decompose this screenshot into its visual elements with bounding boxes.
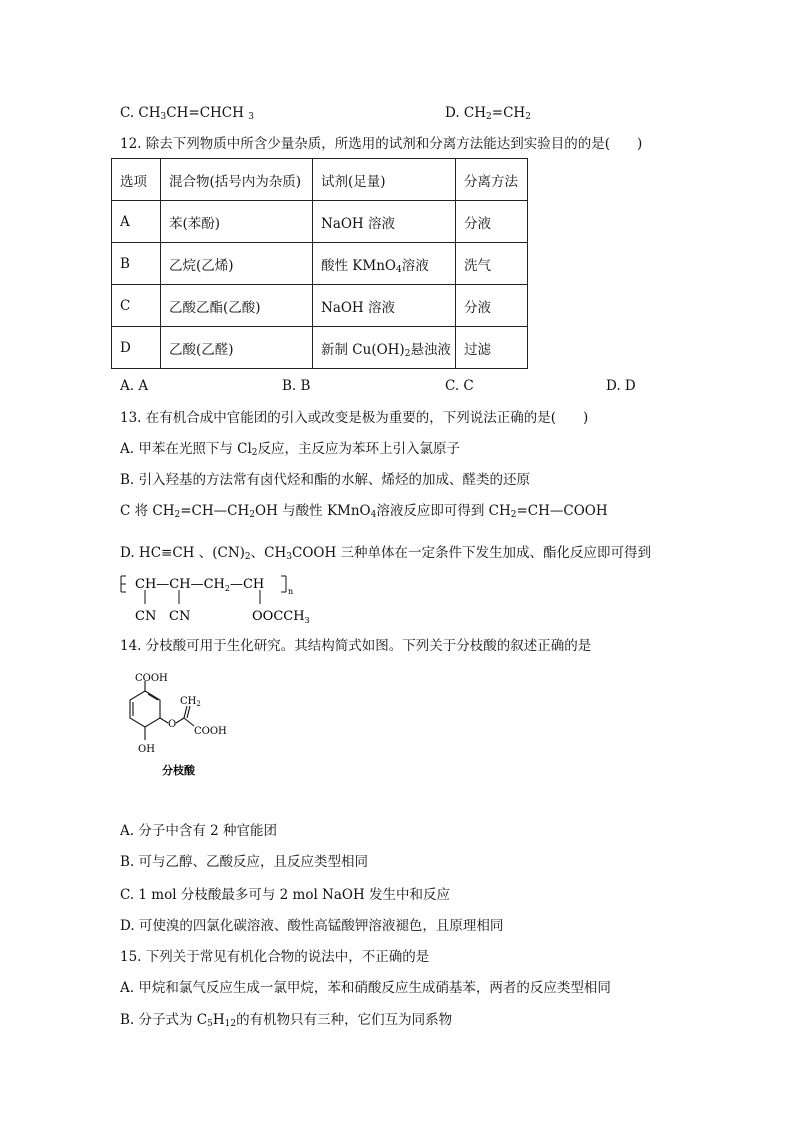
method-cell: 洗气 bbox=[456, 243, 528, 285]
method-cell: 过滤 bbox=[456, 327, 528, 369]
polymer-ester-group: $OOCCH_3$ bbox=[252, 609, 310, 625]
q13-stem: 13. 在有机合成中官能团的引入或改变是极为重要的，下列说法正确的是( ) bbox=[120, 410, 589, 426]
option-cell: B bbox=[112, 243, 161, 285]
cooh-top-label: COOH bbox=[135, 673, 168, 684]
polymer-structure bbox=[118, 570, 318, 626]
chorismic-acid-structure bbox=[118, 668, 258, 783]
ether-o-label: O bbox=[168, 719, 177, 730]
oh-label: OH bbox=[138, 744, 155, 755]
table-row bbox=[112, 243, 528, 285]
reagent-cell: 酸性 KMnO$_4$溶液 bbox=[313, 243, 456, 285]
q13-option-b: B. 引入羟基的方法常有卤代烃和酯的水解、烯烃的加成、醛类的还原 bbox=[120, 472, 531, 488]
bond-c-ch2-a bbox=[184, 706, 187, 718]
table-header-row bbox=[112, 159, 528, 201]
polymer-bracket-right bbox=[281, 576, 286, 592]
bond-o-c bbox=[176, 718, 184, 723]
polymer-cn-1: CN bbox=[135, 609, 157, 624]
q13-option-a: A. 甲苯在光照下与 $Cl_2$反应，主反应为苯环上引入氯原子 bbox=[120, 441, 461, 458]
q11-option-d: D. $CH_2=CH_2$ bbox=[445, 105, 531, 122]
q14-stem: 14. 分枝酸可用于生化研究。其结构简式如图。下列关于分枝酸的叙述正确的是 bbox=[120, 638, 592, 654]
cooh-side-label: COOH bbox=[194, 726, 227, 737]
option-cell: A bbox=[112, 201, 161, 243]
header-cell: 分离方法 bbox=[456, 159, 528, 201]
q14-option-a: A. 分子中含有 2 种官能团 bbox=[120, 823, 278, 839]
reagent-cell: NaOH 溶液 bbox=[313, 285, 456, 327]
table-row bbox=[112, 285, 528, 327]
structure-caption: 分枝酸 bbox=[162, 764, 195, 777]
q12-answer-c: C. C bbox=[445, 378, 474, 394]
mixture-cell: 苯(苯酚) bbox=[161, 201, 313, 243]
q14-option-c: C. 1 mol 分枝酸最多可与 2 mol NaOH 发生中和反应 bbox=[120, 887, 451, 903]
q14-option-b: B. 可与乙醇、乙酸反应，且反应类型相同 bbox=[120, 854, 369, 870]
q15-option-b: B. 分子式为 $C_5H_{12}$的有机物只有三种，它们互为同系物 bbox=[120, 1012, 453, 1029]
q15-option-a: A. 甲烷和氯气反应生成一氯甲烷，苯和硝酸反应生成硝基苯，两者的反应类型相同 bbox=[120, 980, 611, 996]
q15-stem: 15. 下列关于常见有机化合物的说法中，不正确的是 bbox=[120, 949, 430, 965]
q14-option-d: D. 可使溴的四氯化碳溶液、酸性高锰酸钾溶液褪色，且原理相同 bbox=[120, 918, 504, 934]
reagent-cell: NaOH 溶液 bbox=[313, 201, 456, 243]
mixture-cell: 乙烷(乙烯) bbox=[161, 243, 313, 285]
q12-table bbox=[111, 158, 528, 369]
table-row bbox=[112, 327, 528, 369]
ch2-label: $CH_2$ bbox=[180, 696, 201, 708]
method-cell: 分液 bbox=[456, 201, 528, 243]
header-cell: 试剂(足量) bbox=[313, 159, 456, 201]
q12-answer-d: D. D bbox=[606, 378, 636, 394]
header-cell: 选项 bbox=[112, 159, 161, 201]
q11-option-c: C. $CH_3CH=CHCH$ $_3$ bbox=[120, 105, 254, 122]
polymer-repeat-n: n bbox=[288, 587, 294, 596]
q12-stem: 12. 除去下列物质中所含少量杂质，所选用的试剂和分离方法能达到实验目的的是( ) bbox=[120, 136, 643, 152]
q13-option-d: D. HC≡CH 、$(CN)_2$、$CH_3COOH$ 三种单体在一定条件下发生加成、酯化反应即可得到 bbox=[120, 545, 652, 562]
bond-c-cooh bbox=[184, 718, 194, 726]
option-cell: C bbox=[112, 285, 161, 327]
header-cell: 混合物(括号内为杂质) bbox=[161, 159, 313, 201]
polymer-cn-2: CN bbox=[169, 609, 191, 624]
option-cell: D bbox=[112, 327, 161, 369]
mixture-cell: 乙酸(乙醛) bbox=[161, 327, 313, 369]
bond-ring-o bbox=[160, 718, 168, 723]
q13-option-c: C 将 $CH_2=CH—CH_2OH$ 与酸性 KMnO$_4$溶液反应即可得到 $CH_2=CH—COOH$ bbox=[120, 503, 608, 520]
method-cell: 分液 bbox=[456, 285, 528, 327]
table-row bbox=[112, 201, 528, 243]
ring-hexagon bbox=[130, 691, 160, 727]
reagent-cell: 新制 $Cu(OH)_2$悬浊液 bbox=[313, 327, 456, 369]
q12-answer-a: A. A bbox=[120, 378, 149, 394]
q12-answer-b: B. B bbox=[282, 378, 311, 394]
bond-c-ch2-b bbox=[187, 706, 190, 718]
mixture-cell: 乙酸乙酯(乙酸) bbox=[161, 285, 313, 327]
polymer-backbone: $CH—CH—CH_2—CH$ bbox=[135, 577, 265, 593]
ring-double-bond-2 bbox=[148, 694, 158, 700]
